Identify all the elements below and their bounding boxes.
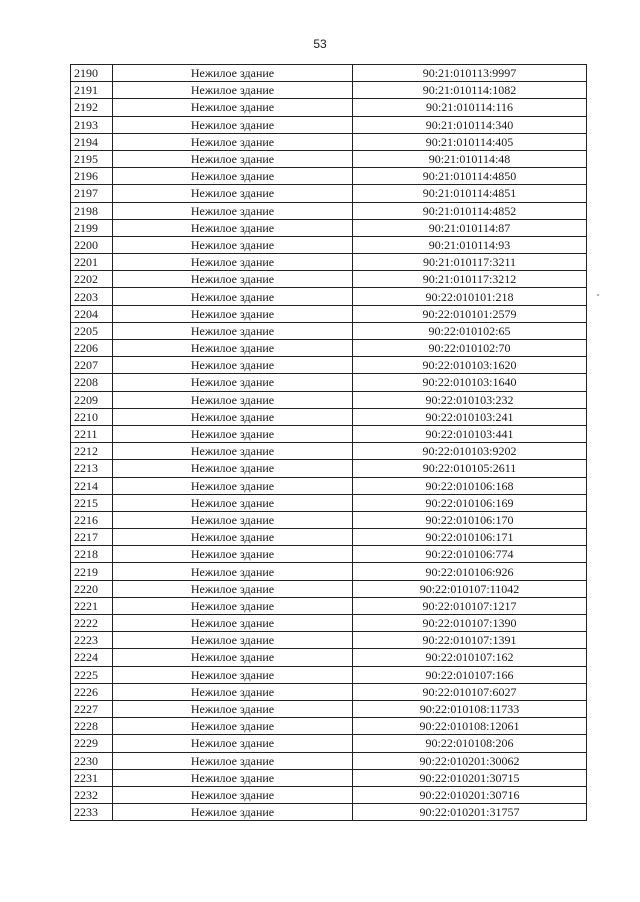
cadastral-number-cell: 90:22:010106:926	[353, 563, 587, 580]
property-table-body	[71, 65, 587, 821]
object-type-cell: Нежилое здание	[113, 649, 353, 666]
row-number-cell: 2200	[71, 236, 113, 253]
object-type-cell: Нежилое здание	[113, 700, 353, 717]
object-type-cell: Нежилое здание	[113, 460, 353, 477]
object-type-cell: Нежилое здание	[113, 150, 353, 167]
row-number-cell: 2190	[71, 65, 113, 82]
table-row	[71, 374, 587, 391]
row-number-cell: 2191	[71, 82, 113, 99]
object-type-cell: Нежилое здание	[113, 202, 353, 219]
cadastral-number-cell: 90:21:010114:405	[353, 133, 587, 150]
object-type-cell: Нежилое здание	[113, 340, 353, 357]
table-row	[71, 546, 587, 563]
cadastral-number-cell: 90:21:010114:116	[353, 99, 587, 116]
cadastral-number-cell: 90:22:010106:171	[353, 529, 587, 546]
cadastral-number-cell: 90:21:010114:87	[353, 219, 587, 236]
table-row	[71, 494, 587, 511]
object-type-cell: Нежилое здание	[113, 529, 353, 546]
row-number-cell: 2210	[71, 408, 113, 425]
object-type-cell: Нежилое здание	[113, 322, 353, 339]
row-number-cell: 2226	[71, 683, 113, 700]
object-type-cell: Нежилое здание	[113, 374, 353, 391]
table-row	[71, 65, 587, 82]
row-number-cell: 2193	[71, 116, 113, 133]
table-row	[71, 271, 587, 288]
cadastral-number-cell: 90:21:010114:93	[353, 236, 587, 253]
object-type-cell: Нежилое здание	[113, 305, 353, 322]
object-type-cell: Нежилое здание	[113, 99, 353, 116]
object-type-cell: Нежилое здание	[113, 357, 353, 374]
row-number-cell: 2223	[71, 632, 113, 649]
row-number-cell: 2219	[71, 563, 113, 580]
table-row	[71, 769, 587, 786]
cadastral-number-cell: 90:22:010201:31757	[353, 804, 587, 821]
cadastral-number-cell: 90:21:010114:48	[353, 150, 587, 167]
object-type-cell: Нежилое здание	[113, 752, 353, 769]
cadastral-number-cell: 90:21:010114:340	[353, 116, 587, 133]
row-number-cell: 2221	[71, 597, 113, 614]
table-row	[71, 718, 587, 735]
row-number-cell: 2220	[71, 580, 113, 597]
table-row	[71, 511, 587, 528]
table-row	[71, 305, 587, 322]
table-row	[71, 529, 587, 546]
table-row	[71, 563, 587, 580]
object-type-cell: Нежилое здание	[113, 769, 353, 786]
table-row	[71, 254, 587, 271]
object-type-cell: Нежилое здание	[113, 735, 353, 752]
cadastral-number-cell: 90:22:010107:166	[353, 666, 587, 683]
row-number-cell: 2229	[71, 735, 113, 752]
table-row	[71, 425, 587, 442]
cadastral-number-cell: 90:22:010107:162	[353, 649, 587, 666]
cadastral-number-cell: 90:22:010101:2579	[353, 305, 587, 322]
object-type-cell: Нежилое здание	[113, 632, 353, 649]
row-number-cell: 2207	[71, 357, 113, 374]
row-number-cell: 2228	[71, 718, 113, 735]
object-type-cell: Нежилое здание	[113, 236, 353, 253]
object-type-cell: Нежилое здание	[113, 254, 353, 271]
cadastral-number-cell: 90:22:010105:2611	[353, 460, 587, 477]
cadastral-number-cell: 90:22:010201:30716	[353, 786, 587, 803]
cadastral-number-cell: 90:22:010106:774	[353, 546, 587, 563]
object-type-cell: Нежилое здание	[113, 580, 353, 597]
row-number-cell: 2208	[71, 374, 113, 391]
object-type-cell: Нежилое здание	[113, 786, 353, 803]
table-row	[71, 786, 587, 803]
object-type-cell: Нежилое здание	[113, 133, 353, 150]
row-number-cell: 2206	[71, 340, 113, 357]
row-number-cell: 2209	[71, 391, 113, 408]
cadastral-number-cell: 90:21:010113:9997	[353, 65, 587, 82]
object-type-cell: Нежилое здание	[113, 511, 353, 528]
cadastral-number-cell: 90:22:010107:1390	[353, 615, 587, 632]
table-row	[71, 219, 587, 236]
cadastral-number-cell: 90:22:010107:1391	[353, 632, 587, 649]
cadastral-number-cell: 90:22:010103:1640	[353, 374, 587, 391]
row-number-cell: 2203	[71, 288, 113, 305]
row-number-cell: 2222	[71, 615, 113, 632]
object-type-cell: Нежилое здание	[113, 683, 353, 700]
table-row	[71, 391, 587, 408]
object-type-cell: Нежилое здание	[113, 597, 353, 614]
table-row	[71, 236, 587, 253]
cadastral-number-cell: 90:22:010108:11733	[353, 700, 587, 717]
table-row	[71, 752, 587, 769]
row-number-cell: 2224	[71, 649, 113, 666]
object-type-cell: Нежилое здание	[113, 185, 353, 202]
object-type-cell: Нежилое здание	[113, 288, 353, 305]
table-row	[71, 116, 587, 133]
table-row	[71, 150, 587, 167]
property-table	[70, 64, 587, 821]
table-row	[71, 649, 587, 666]
table-row	[71, 804, 587, 821]
object-type-cell: Нежилое здание	[113, 477, 353, 494]
object-type-cell: Нежилое здание	[113, 546, 353, 563]
table-row	[71, 408, 587, 425]
cadastral-number-cell: 90:22:010106:169	[353, 494, 587, 511]
object-type-cell: Нежилое здание	[113, 168, 353, 185]
object-type-cell: Нежилое здание	[113, 425, 353, 442]
cadastral-number-cell: 90:21:010114:4850	[353, 168, 587, 185]
cadastral-number-cell: 90:22:010107:1217	[353, 597, 587, 614]
object-type-cell: Нежилое здание	[113, 271, 353, 288]
table-row	[71, 580, 587, 597]
table-row	[71, 683, 587, 700]
row-number-cell: 2205	[71, 322, 113, 339]
cadastral-number-cell: 90:21:010114:4852	[353, 202, 587, 219]
page-number: 53	[313, 37, 327, 51]
cadastral-number-cell: 90:22:010103:441	[353, 425, 587, 442]
object-type-cell: Нежилое здание	[113, 408, 353, 425]
table-row	[71, 615, 587, 632]
row-number-cell: 2195	[71, 150, 113, 167]
cadastral-number-cell: 90:22:010106:168	[353, 477, 587, 494]
cadastral-number-cell: 90:22:010103:232	[353, 391, 587, 408]
row-number-cell: 2212	[71, 443, 113, 460]
object-type-cell: Нежилое здание	[113, 65, 353, 82]
row-number-cell: 2194	[71, 133, 113, 150]
cadastral-number-cell: 90:22:010106:170	[353, 511, 587, 528]
row-number-cell: 2198	[71, 202, 113, 219]
row-number-cell: 2196	[71, 168, 113, 185]
table-row	[71, 735, 587, 752]
row-number-cell: 2214	[71, 477, 113, 494]
object-type-cell: Нежилое здание	[113, 718, 353, 735]
object-type-cell: Нежилое здание	[113, 443, 353, 460]
row-number-cell: 2192	[71, 99, 113, 116]
row-number-cell: 2230	[71, 752, 113, 769]
cadastral-number-cell: 90:22:010102:70	[353, 340, 587, 357]
table-row	[71, 322, 587, 339]
cadastral-number-cell: 90:22:010201:30062	[353, 752, 587, 769]
table-row	[71, 168, 587, 185]
table-row	[71, 632, 587, 649]
row-number-cell: 2213	[71, 460, 113, 477]
row-number-cell: 2199	[71, 219, 113, 236]
row-number-cell: 2233	[71, 804, 113, 821]
table-row	[71, 133, 587, 150]
table-row	[71, 597, 587, 614]
object-type-cell: Нежилое здание	[113, 666, 353, 683]
table-row	[71, 288, 587, 305]
object-type-cell: Нежилое здание	[113, 391, 353, 408]
row-number-cell: 2227	[71, 700, 113, 717]
cadastral-number-cell: 90:22:010101:218	[353, 288, 587, 305]
table-row	[71, 700, 587, 717]
row-number-cell: 2217	[71, 529, 113, 546]
cadastral-number-cell: 90:21:010117:3212	[353, 271, 587, 288]
row-number-cell: 2201	[71, 254, 113, 271]
table-row	[71, 202, 587, 219]
row-number-cell: 2225	[71, 666, 113, 683]
row-number-cell: 2211	[71, 425, 113, 442]
object-type-cell: Нежилое здание	[113, 82, 353, 99]
cadastral-number-cell: 90:22:010108:206	[353, 735, 587, 752]
cadastral-number-cell: 90:22:010108:12061	[353, 718, 587, 735]
cadastral-number-cell: 90:21:010114:1082	[353, 82, 587, 99]
row-number-cell: 2218	[71, 546, 113, 563]
object-type-cell: Нежилое здание	[113, 804, 353, 821]
table-row	[71, 357, 587, 374]
row-number-cell: 2197	[71, 185, 113, 202]
row-number-cell: 2215	[71, 494, 113, 511]
object-type-cell: Нежилое здание	[113, 116, 353, 133]
table-row	[71, 443, 587, 460]
row-number-cell: 2231	[71, 769, 113, 786]
row-number-cell: 2216	[71, 511, 113, 528]
cadastral-number-cell: 90:22:010201:30715	[353, 769, 587, 786]
margin-dot	[597, 294, 599, 296]
object-type-cell: Нежилое здание	[113, 494, 353, 511]
object-type-cell: Нежилое здание	[113, 219, 353, 236]
table-row	[71, 477, 587, 494]
table-row	[71, 340, 587, 357]
object-type-cell: Нежилое здание	[113, 615, 353, 632]
row-number-cell: 2202	[71, 271, 113, 288]
cadastral-number-cell: 90:22:010103:9202	[353, 443, 587, 460]
cadastral-number-cell: 90:22:010102:65	[353, 322, 587, 339]
table-row	[71, 185, 587, 202]
row-number-cell: 2232	[71, 786, 113, 803]
cadastral-number-cell: 90:22:010103:1620	[353, 357, 587, 374]
cadastral-number-cell: 90:22:010103:241	[353, 408, 587, 425]
cadastral-number-cell: 90:21:010117:3211	[353, 254, 587, 271]
object-type-cell: Нежилое здание	[113, 563, 353, 580]
table-row	[71, 460, 587, 477]
table-row	[71, 82, 587, 99]
cadastral-number-cell: 90:22:010107:6027	[353, 683, 587, 700]
row-number-cell: 2204	[71, 305, 113, 322]
table-row	[71, 666, 587, 683]
table-row	[71, 99, 587, 116]
cadastral-number-cell: 90:22:010107:11042	[353, 580, 587, 597]
cadastral-number-cell: 90:21:010114:4851	[353, 185, 587, 202]
